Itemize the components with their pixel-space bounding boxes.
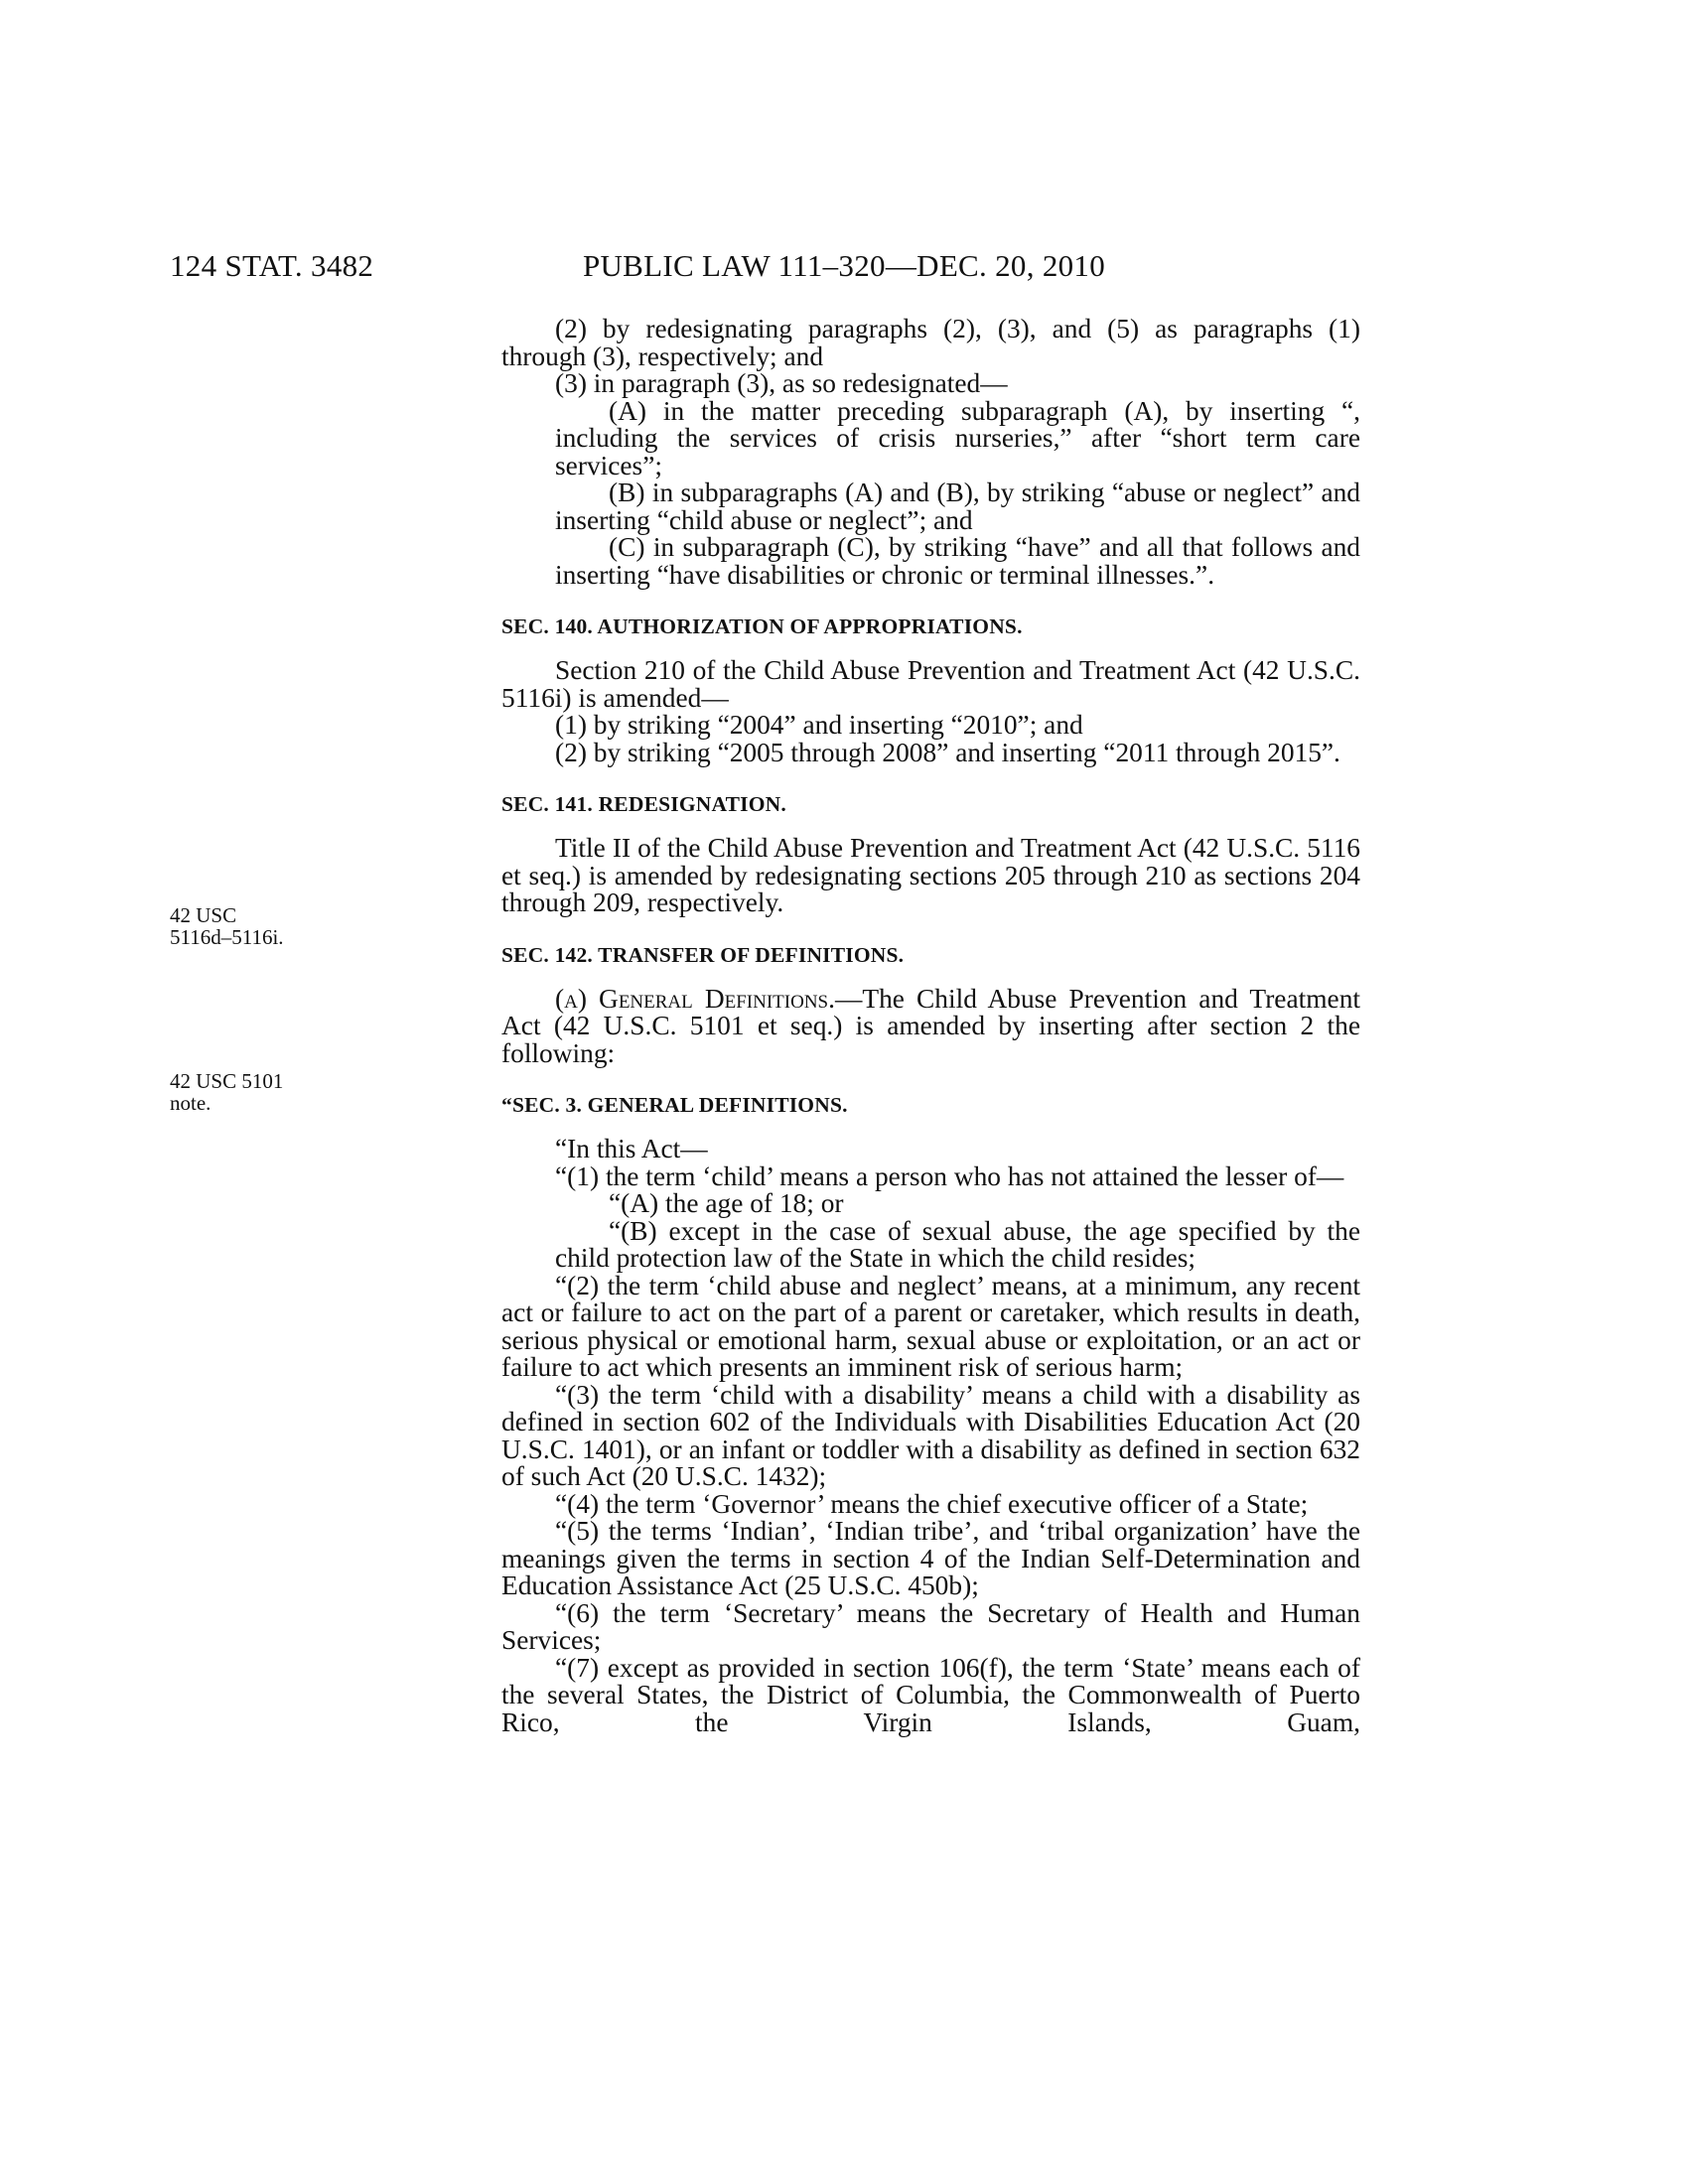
- subparagraph: (C) in subparagraph (C), by striking “have” and all that follows and inserting “have disabilities or chronic or terminal illnesses.”.: [555, 532, 1360, 590]
- subsection-heading: (a) General Definitions.: [555, 983, 835, 1014]
- document-body: [501, 316, 1360, 1736]
- stat-page-number: 124 STAT. 3482: [170, 248, 374, 283]
- paragraph: (2) by striking “2005 through 2008” and inserting “2011 through 2015”.: [555, 737, 1340, 767]
- subparagraph: (A) in the matter preceding subparagraph (A), by inserting “, including the services of crisis nurseries,” after “short term care services”;: [555, 395, 1360, 480]
- definition: “(1) the term ‘child’ means a person who has not attained the lesser of—: [555, 1160, 1344, 1191]
- section-heading-141: SEC. 141. REDESIGNATION.: [501, 792, 786, 816]
- margin-note-line: 42 USC 5101: [170, 1069, 284, 1093]
- definition: “(5) the terms ‘Indian’, ‘Indian tribe’, and ‘tribal organization’ have the meanings given the terms in section 4 of the Indian Self-Determination and Education Assistance Act (25 U.S.C. 450b);: [501, 1516, 1360, 1600]
- section-heading-3: “SEC. 3. GENERAL DEFINITIONS.: [501, 1093, 848, 1117]
- margin-note-line: 5116d–5116i.: [170, 925, 284, 949]
- paragraph-text: —The Child Abuse Prevention and Treatment Act (42 U.S.C. 5101 et seq.) is amended by inserting after section 2 the following:: [501, 983, 1361, 1068]
- definition: “(2) the term ‘child abuse and neglect’ means, at a minimum, any recent act or failure to act on the part of a parent or caretaker, which results in death, serious physical or emotional harm, sexual abuse or exploitation, or an act or failure to act which presents an imminent risk of serious harm;: [501, 1270, 1360, 1382]
- paragraph: (2) by redesignating paragraphs (2), (3), and (5) as paragraphs (1) through (3), respectively; and: [501, 314, 1360, 371]
- paragraph: “In this Act—: [555, 1134, 708, 1163]
- paragraph: [501, 983, 1361, 1068]
- paragraph: Section 210 of the Child Abuse Prevention and Treatment Act (42 U.S.C. 5116i) is amended—: [501, 655, 1360, 713]
- paragraph: (3) in paragraph (3), as so redesignated—: [555, 368, 1008, 398]
- margin-note-usc-5116d: [170, 904, 284, 948]
- definition: “(6) the term ‘Secretary’ means the Secretary of Health and Human Services;: [501, 1597, 1360, 1655]
- subparagraph: (B) in subparagraphs (A) and (B), by striking “abuse or neglect” and inserting “child abuse or neglect”; and: [555, 478, 1360, 535]
- definition: “(3) the term ‘child with a disability’ means a child with a disability as defined in section 602 of the Individuals with Disabilities Education Act (20 U.S.C. 1401), or an infant or toddler with a disability as defined in section 632 of such Act (20 U.S.C. 1432);: [501, 1379, 1360, 1491]
- definition: “(7) except as provided in section 106(f), the term ‘State’ means each of the several States, the District of Columbia, the Commonwealth of Puerto Rico, the Virgin Islands, Guam,: [501, 1652, 1360, 1737]
- subdefinition: “(B) except in the case of sexual abuse, the age specified by the child protection law of the State in which the child resides;: [555, 1215, 1360, 1273]
- running-header-title: PUBLIC LAW 111–320—DEC. 20, 2010: [582, 248, 1106, 283]
- section-heading-142: SEC. 142. TRANSFER OF DEFINITIONS.: [501, 942, 905, 967]
- definition: “(4) the term ‘Governor’ means the chief executive officer of a State;: [555, 1488, 1309, 1519]
- paragraph: (1) by striking “2004” and inserting “2010”; and: [555, 710, 1083, 740]
- paragraph: Title II of the Child Abuse Prevention and Treatment Act (42 U.S.C. 5116 et seq.) is amended by redesignating sections 205 through 210 as sections 204 through 209, respectively.: [501, 833, 1360, 917]
- subdefinition: “(A) the age of 18; or: [609, 1188, 844, 1218]
- margin-note-usc-5101: [170, 1070, 283, 1114]
- margin-note-line: note.: [170, 1091, 211, 1115]
- section-heading-140: SEC. 140. AUTHORIZATION OF APPROPRIATIONS.: [501, 614, 1023, 638]
- margin-note-line: 42 USC: [170, 903, 237, 927]
